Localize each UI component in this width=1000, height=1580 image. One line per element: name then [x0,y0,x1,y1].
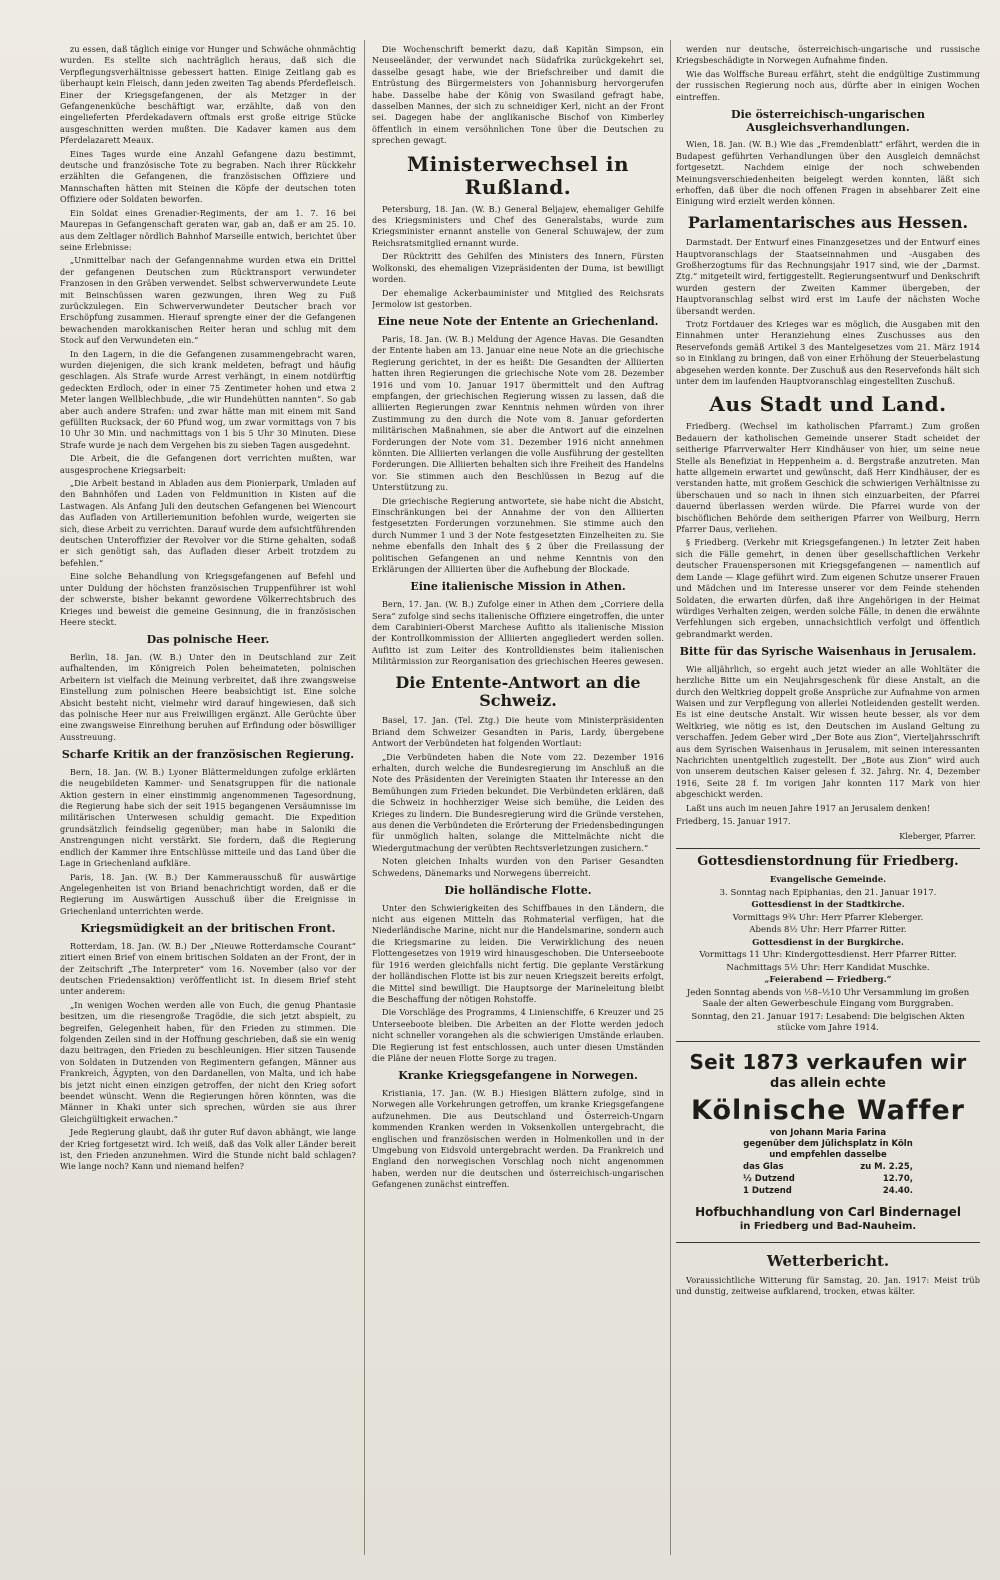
gd-line: Nachmittags 5½ Uhr: Herr Kandidat Muschke. [726,962,930,973]
headline-dutch-fleet: Die holländische Flotte. [444,884,592,898]
column-2 [372,44,664,1554]
column-rule [670,40,671,1555]
article-paragraph: Die Arbeit, die die Gefangenen dort verrichten mußten, war ausgesprochene Kriegsarbeit: [60,453,356,475]
ad-offer: und empfehlen dasselbe [769,1149,887,1160]
headline-ministerwechsel: Ministerwechsel in Rußland. [407,151,629,199]
ad-product: Kölnische Waffer [691,1094,965,1126]
article-paragraph: zu essen, daß täglich einige vor Hunger und Schwäche ohnmächtig wurden. Es stellte sich nachträglich heraus, daß sich die Verpflegungsverhältnisse gebessert hatten. Einige Zeitlang gab es überhaupt kein Fleisch, dann jeden zweiten Tag abends Pferdefleisch. Einer der Kriegsgefangenen, der als Metzger in der Gefangenenküche beschäftigt war, erzählte, daß von den eingelieferten Pferdekadavern oftmals erst große eitrige Stücke ausgeschnitten werden mußten. Die Kadaver kamen aus dem Pferdelazarett Meaux. [60,44,356,146]
gd-line: 3. Sonntag nach Epiphanias, den 21. Januar 1917. [719,887,937,898]
article-paragraph: Wie alljährlich, so ergeht auch jetzt wieder an alle Wohltäter die herzliche Bitte um ein Neujahrsgeschenk für diese Anstalt, an die durch den Weltkrieg doppelt große Ansprüche zur Aufnahme von armen Waisen und zur Verpflegung von allerlei Notleidenden gestellt werden. Es ist eine deutsche Anstalt. Wir wissen heute besser, als vor dem Weltkrieg, wie nötig es ist, den Deutschen im Ausland Geltung zu verschaffen. Jedem Geber wird „Der Bote aus Zion“, Vierteljahrsschrift aus dem Syrischen Waisenhaus in Jerusalem, mit seinen interessanten Nachrichten unentgeltlich zugestellt. Der „Bote aus Zion“ wird auch von unserem deutschen Kaiser gelesen f. 32. Jahrg. Nr. 4, Dezember 1916, Seite 28 f. Im vorigen Jahr konnten 117 Mark von hier abgeschickt werden. [676,663,980,800]
gd-line: Gottesdienst in der Burgkirche. [752,937,904,948]
article-paragraph: „Die Verbündeten haben die Note vom 22. Dezember 1916 erhalten, durch welche die Bundesregierung im Anschluß an die Note des Präsidenten der Vereinigten Staaten ihr Interesse an den Bemühungen zum Frieden bekundet. Die Verbündeten erklären, daß die Schweiz in hochherziger Weise sich bemühe, die Leiden des Krieges zu lindern. Die Bundesregierung wird die Gründe verstehen, aus denen die Verbündeten die Erörterung der Friedensbedingungen für unmöglich halten, solange die Mittelmächte nicht die Wiedergutmachung der verübten Rechtsverletzungen zusichern.“ [372,751,664,853]
article-paragraph: Ein Soldat eines Grenadier-Regiments, der am 1. 7. 16 bei Maurepas in Gefangenschaft geraten war, gab an, daß er am 25. 10. aus dem Zeltlager nördlich Bahnhof Marseille entwich, berichtet über seine Erlebnisse: [60,207,356,252]
article-paragraph: In den Lagern, in die die Gefangenen zusammengebracht waren, wurden diejenigen, die sich krank meldeten, befragt und häufig geschlagen. Als Strafe wurde Arrest verhängt, in einem notdürftig gedeckten Erdloch, oder in einer 75 Zentimeter hohen und etwa 2 Meter langen Wellblechbude, „die wir Hundehütten nannten“. So gab aber auch andere Strafen: und zwar hätte man mit einem mit Sand gefüllten Rucksack, der 60 Pfund wog, um zwar vormittags von 7 bis 10 Uhr 30 Min. und nachmittags von 1 bis 5 Uhr 30 Minuten. Diese Strafe wurde je nach dem Vergehen bis zu sieben Tagen ausgedehnt. [60,348,356,450]
dateline: Friedberg, 15. Januar 1917. [676,816,791,827]
article-paragraph: Basel, 17. Jan. (Tel. Ztg.) Die heute vom Ministerpräsidenten Briand dem Schweizer Gesandten in Paris, Lardy, übergebene Antwort der Verbündeten hat folgenden Wortlaut: [372,715,664,749]
article-paragraph: Jede Regierung glaubt, daß ihr guter Ruf davon abhängt, wie lange der Krieg fortgesetzt wird. Ich weiß, daß das Volk aller Länder bereit ist, den Frieden anzunehmen. Wird die Stunde nicht bald schlagen? Wie lange noch? Kann und niemand helfen? [60,1127,356,1172]
article-paragraph: werden nur deutsche, österreichisch-ungarische und russische Kriegsbeschädigte in Norwegen Aufnahme finden. [676,44,980,66]
ad-price-value: zu M. 2.25, [860,1161,913,1172]
headline-polish-army: Das polnische Heer. [146,633,270,647]
headline-gottesdienst: Gottesdienstordnung für Friedberg. [697,854,959,870]
gd-subtitle: Evangelische Gemeinde. [769,875,887,885]
headline-sick-pows: Kranke Kriegsgefangene in Norwegen. [398,1069,638,1083]
ad-headline: Seit 1873 verkaufen wir [689,1049,967,1074]
gd-line: Sonntag, den 21. Januar 1917: Lesabend: Die belgischen Akten stücke vom Jahre 1914. [691,1011,965,1033]
gd-line: Vormittags 11 Uhr: Kindergottesdienst. Herr Pfarrer Ritter. [699,950,957,960]
ad-seller: Hofbuchhandlung von Carl Bindernagel [695,1204,961,1219]
headline-french-criticism: Scharfe Kritik an der französischen Regierung. [61,748,355,762]
article-paragraph: Darmstadt. Der Entwurf eines Finanzgesetzes und der Entwurf eines Hauptvoranschlags der Staatseinnahmen und -Ausgaben des Großherzogtums für das Rechnungsjahr 1917 sind, wie der „Darmst. Ztg.“ mitgeteilt wird, fertiggestellt. Regierungsentwurf und Denkschrift wurden gestern der Zweiten Kammer übergeben, der Hauptvoranschlag selbst wird erst im Laufe der nächsten Woche übersandt werden. [676,237,980,316]
gd-line: Gottesdienst in der Stadtkirche. [751,900,905,910]
ad-maker: von Johann Maria Farina [769,1127,887,1138]
article-paragraph: Eines Tages wurde eine Anzahl Gefangene dazu bestimmt, deutsche und französische Tote zu begraben. Nach ihrer Rückkehr erzählten die Gefangenen, die französischen Offiziere und Mannschaften hätten mit Steinen die Köpfe der deutschen toten Offiziere oder Soldaten beworfen. [60,148,356,205]
column-rule [364,40,365,1555]
ad-price-row [743,1185,913,1197]
article-paragraph: Bern, 18. Jan. (W. B.) Lyoner Blättermeldungen zufolge erklärten die neugebildeten Kammer- und Senatsgruppen für die nationale Aktion gestern in einer einstimmig angenommenen Tagesordnung, die Regierung habe sich der seit 1915 begangenen Versäumnisse im militärischen Unterwesen schuldig gemacht. Die Expedition grundsätzlich feindselig gegenüber; man habe in Saloniki die Anstrengungen nicht verstärkt. Sie fordern, daß die Regierung endlich der Kammer ihre Entschlüsse mitteile und das Land über die Lage in Griechenland aufkläre. [60,766,356,869]
ad-seller-location: in Friedberg und Bad-Nauheim. [739,1220,917,1232]
article-paragraph: Friedberg. (Wechsel im katholischen Pfarramt.) Zum großen Bedauern der katholischen Gemeinde unserer Stadt scheidet der seitherige Pfarrverwalter Herr Kindhäuser von hier, um seine neue Stelle als Benefiziat in Heppenheim a. d. Bergstraße anzutreten. Man hatte allgemein erwartet und gewünscht, daß Herr Kindhäuser, der es verstanden hatte, mit großem Geschick die schwierigen Verhältnisse zu überschauen und so nach in ihnen sich einzuarbeiten, der Pfarrei dauernd überlassen werden würde. Die Pfarrei wurde von der bischöflichen Behörde dem seitherigen Pfarrer von Weilburg, Herrn Pfarrer Daus, verliehen. [676,421,980,535]
advertisement-koelnisch-wasser [676,1041,980,1243]
article-paragraph: Wien, 18. Jan. (W. B.) Wie das „Fremdenblatt“ erfährt, werden die in Budapest geführten Verhandlungen über den Ausgleich demnächst fortgesetzt. Nachdem einige der noch schwebenden Meinungsverschiedenheiten beigelegt werden konnten, läßt sich erhoffen, daß über die noch offenen Fragen in absehbarer Zeit eine Einigung wird erzielt werden können. [676,139,980,207]
article-paragraph: Noten gleichen Inhalts wurden von den Pariser Gesandten Schwedens, Dänemarks und Norwegens überreicht. [372,856,664,878]
article-paragraph: Wie das Wolffsche Bureau erfährt, steht die endgültige Zustimmung der russischen Regierung noch aus, dürfte aber in einigen Wochen eintreffen. [676,68,980,102]
ad-price-value: 12.70, [882,1173,913,1184]
article-paragraph: Berlin, 18. Jan. (W. B.) Unter den in Deutschland zur Zeit aufhaltenden, im Königreich Polen beheimateten, polnischen Arbeitern ist vielfach die Meinung verbreitet, daß ihre zwangsweise Einstellung zum polnischen Heere beabsichtigt ist. Eine solche Absicht besteht nicht, vielmehr wird darauf hingewiesen, daß sich das polnische Heer nur aus Freiwilligen ergänzt. Alle Gerüchte über eine zwangsweise Einreihung beruhen auf Erfindung oder böswilliger Ausstreuung. [60,651,356,742]
article-paragraph: Paris, 18. Jan. (W. B.) Der Kammerausschuß für auswärtige Angelegenheiten ist von Briand benachrichtigt worden, daß er die Regierung im Auswärtigen Ausschuß über die Ereignisse in Griechenland unterrichten werde. [60,871,356,916]
headline-hessen: Parlamentarisches aus Hessen. [687,212,969,232]
ad-price-label: das Glas [743,1161,784,1172]
article-paragraph: Bern, 17. Jan. (W. B.) Zufolge einer in Athen dem „Corriere della Sera“ zufolge sind sechs italienische Offiziere eingetroffen, die unter dem Carabinieri-Oberst Marchese Aufitto als italienische Mission der Kontrollkommission der Alliierten angegliedert werden sollen. Aufitto ist zum Leiter des Kontrolldienstes beim italienischen Militärmission zur Reorganisation des griechischen Heeres gewesen. [372,599,664,667]
divider [676,848,980,849]
gd-line: Vormittags 9¾ Uhr: Herr Pfarrer Kleberger. [732,912,924,923]
headline-stadt-und-land: Aus Stadt und Land. [709,392,947,417]
article-paragraph: Trotz Fortdauer des Krieges war es möglich, die Ausgaben mit den Einnahmen unter Heranziehung eines Zuschusses aus den Reservefonds gemäß Artikel 3 des Mantelgesetzes vom 21. März 1914 so in Einklang zu bringen, daß von einer Erhöhung der Steuerbelastung abgesehen werden konnte. Der Zuschuß aus den Reservefonds hält sich unter dem im laufenden Hauptvoranschlag eingestellten Zuschuß. [676,318,980,387]
article-paragraph: Rotterdam, 18. Jan. (W. B.) Der „Nieuwe Rotterdamsche Courant“ zitiert einen Brief von einem britischen Soldaten an der Front, der in der Zeitschrift „The Interpreter“ vom 16. November (also vor der deutschen Friedensaktion) veröffentlicht ist. In diesem Brief steht unter anderem: [60,940,356,997]
article-paragraph: Der Rücktritt des Gehilfen des Ministers des Innern, Fürsten Wolkonski, des ehemaligen Vizepräsidenten der Duma, ist bewilligt worden. [372,251,664,285]
article-paragraph: Unter den Schwierigkeiten des Schiffbaues in den Ländern, die nicht aus eigenen Mitteln das Rohmaterial verfügen, hat die Niederländische Marine, nicht nur die Handelsmarine, sondern auch die Kriegsmarine zu leiden. Die Verwirklichung des neuen Flottengesetzes von 1919 wird hinausgeschoben. Die Unterseeboote für 1916 werden gleichfalls nicht fertig. Die geplante Verstärkung der holländischen Flotte ist bis zur neuen Kriegszeit bereits erfolgt, die Mittel sind bewilligt. Die Hauptsorge der Marineleitung bleibt die Beschaffung der nötigen Rohstoffe. [372,902,664,1004]
headline-austro-hungarian: Die österreichisch-ungarischen Ausgleichsverhandlungen. [731,108,925,134]
article-paragraph: Die Vorschläge des Programms, 4 Linienschiffe, 6 Kreuzer und 25 Unterseeboote bleiben. Die Arbeiten an der Flotte werden jedoch nicht schneller vorangehen als die schwierigen Umstände erlauben. Die Regierung ist fest entschlossen, auch unter diesen Umständen die Pläne der neuen Flotte Sorge zu tragen. [372,1007,664,1063]
article-paragraph: Der ehemalige Ackerbauminister und Mitglied des Reichsrats Jermolow ist gestorben. [372,287,664,309]
signature: Kleberger, Pfarrer. [899,831,976,842]
headline-entente-note: Eine neue Note der Entente an Griechenland. [377,315,659,329]
column-3 [676,44,980,1554]
article-paragraph: Paris, 18. Jan. (W. B.) Meldung der Agence Havas. Die Gesandten der Entente haben am 13. Januar eine neue Note an die griechische Regierung gerichtet, in der es heißt: Die Gesandten der Alliierten hatten ihren Regierungen die griechische Note vom 28. Dezember 1916 und vom 10. Januar 1917 übermittelt und den Auftrag empfangen, der griechischen Regierung wissen zu lassen, daß die alliierten Regierungen zwar Kenntnis nehmen würden von ihrer Zustimmung zu den durch die Note vom 8. Januar geforderten militärischen Maßnahmen, sie aber die Antwort auf die einzelnen Forderungen der Note vom 31. Dezember 1916 nicht annehmen könnten. Die Alliierten verlangen die volle Ausführung der gestellten Forderungen. Die Alliierten behalten sich ihre Freiheit des Handelns vor. Sie stimmen auch den Beschlüssen in Bezug auf die Unterstützung zu. [372,333,664,493]
ad-price-value: 24.40. [882,1185,913,1196]
column-1 [60,44,356,1554]
article-paragraph: Kristiania, 17. Jan. (W. B.) Hiesigen Blättern zufolge, sind in Norwegen alle Vorkehrungen getroffen, um kranke Kriegsgefangene aufzunehmen. Die aus Deutschland und Österreich-Ungarn kommenden Kranken werden in Voksenkollen untergebracht, die englischen und französischen werden in Holmenkollen und in der Umgebung von Eidsvold untergebracht werden. Da Frankreich und England den norwegischen Vorschlag noch nicht angenommen haben, werden nur die deutschen und österreichisch-ungarischen Gefangenen zunächst eintreffen. [372,1088,664,1190]
article-paragraph: Die griechische Regierung antwortete, sie habe nicht die Absicht, Einschränkungen bei der Annahme der von den Alliierten festgesetzten Forderungen vorzunehmen. Sie stimme auch den durch Nummer 1 und 3 der Note festgesetzten Einzelheiten zu. Sie nehme ebenfalls den Inhalt des § 2 über die Freilassung der politischen Gefangenen an und nehme Kenntnis von den Erklärungen der Alliierten über die Aufhebung der Blockade. [372,495,664,575]
gd-line: „Feierabend — Friedberg.“ [764,975,892,985]
article-paragraph: „Unmittelbar nach der Gefangennahme wurden etwa ein Drittel der gefangenen Deutschen zum Rücktransport verwundeter Franzosen in den Gräben verwendet. Selbst schwerverwundete Leute mit Beinschüssen waren gezwungen, ihren Weg zu Fuß zurückzulegen. Ein Schwerverwundeter Deutscher brach vor Erschöpfung zusammen. Hierauf sprengte einer der die Gefangenen bewachenden marokkanischen Reiter heran und schlug mit dem Stock auf den Verwundeten ein.“ [60,255,356,346]
article-paragraph: „Die Arbeit bestand in Abladen aus dem Pionierpark, Umladen auf den Bahnhöfen und Laden von Feldmunition in Kisten auf die Lastwagen. Als Anfang Juli den deutschen Gefangenen bei Wiencourt das Aufladen von Artilleriemunition befohlen wurde, weigerten sie sich, diese Arbeit zu verrichten. Darauf wurde dem aufsichtführenden deutschen Unteroffizier der Revolver vor die Stirne gehalten, sodaß er sich genötigt sah, das Aufladen dieser Arbeit trotzdem zu befehlen.“ [60,478,356,568]
ad-price-label: ½ Dutzend [743,1173,795,1184]
ad-price-label: 1 Dutzend [743,1185,792,1196]
weather-paragraph: Voraussichtliche Witterung für Samstag, 20. Jan. 1917: Meist trüb und dunstig, zeitweise aufklarend, trocken, etwas kälter. [676,1274,980,1297]
article-paragraph: „In wenigen Wochen werden alle von Euch, die genug Phantasie besitzen, um die riesengroße Tragödie, die sich jetzt abspielt, zu begreifen, Gelegenheit haben, für den Frieden zu stimmen. Die folgenden Zeilen sind in der Hoffnung geschrieben, daß sie ein wenig dazu beitragen, den Frieden zu beschleunigen. Hier sitzen Tausende von Soldaten in Dutzenden von Regimentern gefangen, Männer aus Frankreich, Ägypten, von den Dardanellen, von Malta, und ich habe bis jetzt nicht einen einzigen getroffen, der nicht den Krieg sofort beendet wünscht. Wenn die Regierungen hören könnten, was die Männer in Khaki unter sich sprechen, würden sie aus ihrer Gleichgültigkeit erwachen.“ [60,999,356,1124]
article-paragraph: Laßt uns auch im neuen Jahre 1917 an Jerusalem denken! [686,802,931,813]
headline-orphanage: Bitte für das Syrische Waisenhaus in Jerusalem. [679,645,977,659]
article-paragraph: Die Wochenschrift bemerkt dazu, daß Kapitän Simpson, ein Neuseeländer, der verwundet nach Südafrika zurückgekehrt sei, dasselbe gesagt habe, wie der Briefschreiber und damit die Entrüstung des Bürgermeisters von Johannisburg hervorgerufen habe. Dasselbe habe der König von Swasiland gefragt habe, dasselben Mannes, der sich zu schneidiger Kerl, nicht an der Front sei. Dagegen habe der anglikanische Bischof von Kimberley öffentlich in einem versöhnlichen Tone über die Deutschen zu sprechen gewagt. [372,44,664,146]
ad-price-row [743,1173,913,1185]
ad-subline: das allein echte [770,1075,886,1091]
article-paragraph: Eine solche Behandlung von Kriegsgefangenen auf Befehl und unter Duldung der höchsten französischen Truppenführer ist wohl der schwerste, bisher bekannt gewordene Völkerrechtsbruch des Krieges und beweist die gemeine Gesinnung, die in französischen Heere steckt. [60,571,356,627]
gd-line: Jeden Sonntag abends von ½8–½10 Uhr Versammlung im großen Saale der alten Gewerbeschule Eingang vom Burggraben. [686,987,970,1009]
article-paragraph: § Friedberg. (Verkehr mit Kriegsgefangenen.) In letzter Zeit haben sich die Fälle gemehrt, in denen über gesellschaftlichen Verkehr deutscher Frauenspersonen mit Kriegsgefangenen — namentlich auf dem Lande — Klage geführt wird. Zum eigenen Schutze unserer Frauen und Mädchen und im Interesse unserer vor dem Feinde stehenden Soldaten, die erwarten dürfen, daß ihre Angehörigen in der Heimat würdiges Verhalten zeigen, werden solche Fälle, in denen die erwähnte Verfehlungen sich ergeben, unnachsichtlich verfolgt und öffentlich gebrandmarkt werden. [676,537,980,639]
headline-italian-mission: Eine italienische Mission in Athen. [410,580,626,594]
headline-entente-answer: Die Entente-Antwort an die Schweiz. [395,672,641,710]
gd-line: Abends 8½ Uhr: Herr Pfarrer Ritter. [749,925,907,935]
article-paragraph: Petersburg, 18. Jan. (W. B.) General Beljajew, ehemaliger Gehilfe des Kriegsministers und Chef des Generalstabs, wurde zum Kriegsminister ernannt anstelle von General Schuwajew, der zum Reichsratsmitglied ernannt wurde. [372,203,664,248]
ad-price-row [743,1161,913,1173]
ad-address: gegenüber dem Jülichsplatz in Köln [743,1138,913,1149]
headline-weather: Wetterbericht. [766,1251,890,1270]
headline-war-weariness: Kriegsmüdigkeit an der britischen Front. [80,922,336,936]
